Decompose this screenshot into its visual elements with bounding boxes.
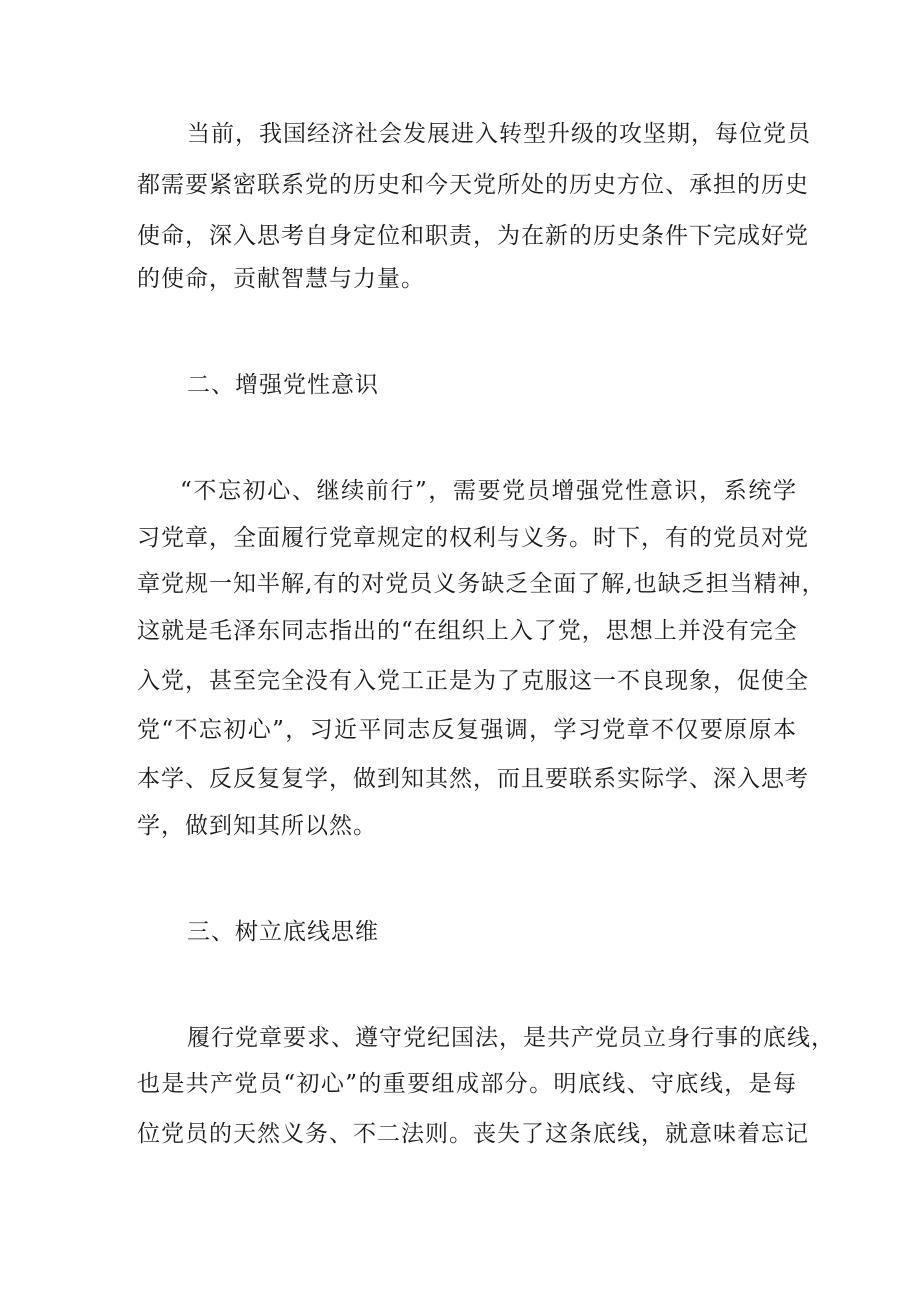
- paragraph-3-line-3: 位党员的天然义务、不二法则。丧失了这条底线，就意味着忘记: [137, 1121, 809, 1147]
- section-heading-3: 三、树立底线思维: [187, 919, 379, 945]
- paragraph-2-line-7: 本学、反反复复学，做到知其然，而且要联系实际学、深入思考: [137, 766, 809, 792]
- paragraph-2-line-8: 学，做到知其所以然。: [137, 813, 377, 839]
- paragraph-2-line-3: 章党规一知半解,有的对党员义务缺乏全面了解,也缺乏担当精神，: [137, 571, 826, 597]
- paragraph-2-line-5: 入党，甚至完全没有入党工正是为了克服这一不良现象，促使全: [137, 668, 809, 694]
- paragraph-2-line-4: 这就是毛泽东同志指出的“在组织上入了党，思想上并没有完全: [137, 618, 798, 644]
- paragraph-1-line-3: 使命，深入思考自身定位和职责，为在新的历史条件下完成好党: [137, 223, 809, 249]
- section-heading-2: 二、增强党性意识: [187, 372, 379, 398]
- paragraph-3-line-1: 履行党章要求、遵守党纪国法，是共产党员立身行事的底线，: [187, 1025, 835, 1051]
- paragraph-2-line-6: 党“不忘初心”，习近平同志反复强调，学习党章不仅要原原本: [137, 717, 797, 743]
- paragraph-1-line-1: 当前，我国经济社会发展进入转型升级的攻坚期，每位党员: [187, 121, 811, 147]
- paragraph-1-line-2: 都需要紧密联系党的历史和今天党所处的历史方位、承担的历史: [137, 172, 809, 198]
- paragraph-3-line-2: 也是共产党员“初心”的重要组成部分。明底线、守底线，是每: [137, 1071, 797, 1097]
- paragraph-2-line-1: “不忘初心、继续前行”，需要党员增强党性意识，系统学: [180, 478, 797, 504]
- paragraph-2-line-2: 习党章，全面履行党章规定的权利与义务。时下，有的党员对党: [137, 525, 809, 551]
- paragraph-1-line-4: 的使命，贡献智慧与力量。: [137, 266, 425, 292]
